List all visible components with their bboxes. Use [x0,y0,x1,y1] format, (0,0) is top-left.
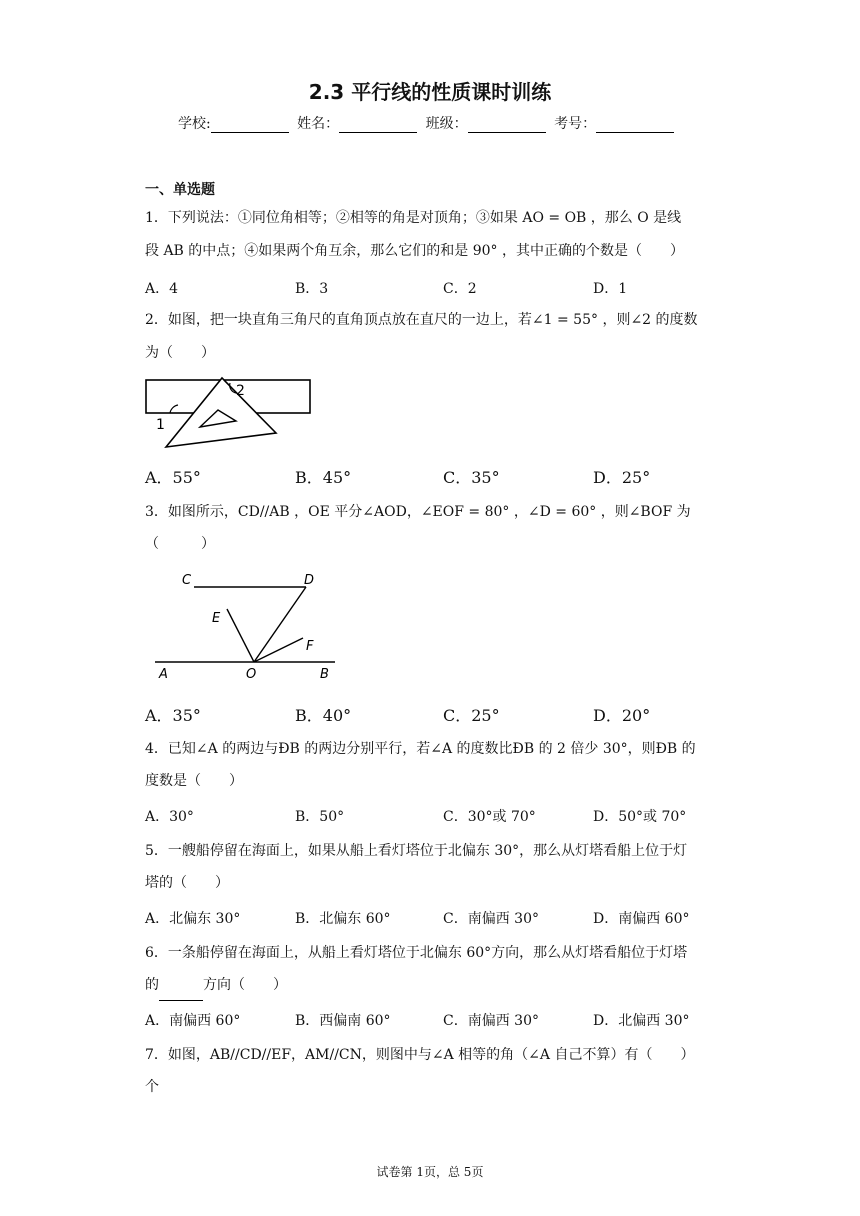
name-blank [339,118,417,133]
option-a: A．35° [145,706,201,725]
exam-no-blank [596,118,674,133]
point-e-label: E [212,611,221,626]
question-7-line-2: 个 [145,1079,159,1095]
option-b: B．50° [295,809,345,825]
question-1-options [145,278,725,302]
point-a-label: A [159,667,168,682]
question-6-prefix: 的 [145,977,159,993]
question-4-options [145,806,725,830]
question-6-suffix: 方向（ ） [203,977,287,993]
angle-2-label: 2 [236,383,245,399]
question-7-line-1: 7．如图，AB//CD//EF，AM//CN，则图中与∠A 相等的角（∠A 自己不算）有（ ） [145,1047,695,1063]
option-c: C．25° [443,706,500,725]
parallel-lines-figure [150,568,340,686]
question-1-line-2: 段 AB 的中点；④如果两个角互余，那么它们的和是 90° ，其中正确的个数是（ ） [145,243,685,259]
option-c: C．2 [443,281,477,297]
question-3-line-2: （ ） [145,536,215,552]
ray-oe [227,609,254,662]
option-d: D．25° [593,468,651,487]
exam-no-label: 考号： [554,116,597,132]
page-footer: 试卷第 1页，总 5页 [376,1165,484,1179]
question-6-options [145,1010,725,1034]
question-6-line-1: 6．一条船停留在海面上，从船上看灯塔位于北偏东 60°方向，那么从灯塔看船位于灯塔 [145,945,688,961]
option-b: B．45° [295,468,352,487]
question-3-line-1: 3．如图所示，CD//AB ，OE 平分∠AOD，∠EOF = 80° ，∠D = 60° ，则∠BOF 为 [145,504,691,520]
class-blank [468,118,546,133]
point-f-label: F [306,639,314,654]
question-5-line-2: 塔的（ ） [145,875,229,891]
student-info-line [178,113,678,133]
class-label: 班级： [425,116,468,132]
question-6-line-2 [145,969,725,1001]
ray-od [254,587,306,662]
option-a: A．南偏西 60° [145,1013,241,1029]
name-label: 姓名： [297,116,340,132]
option-c: C．南偏西 30° [443,1013,539,1029]
option-d: D．1 [593,281,628,297]
question-5-options [145,908,725,932]
point-b-label: B [320,667,329,682]
option-d: D．20° [593,706,651,725]
school-blank [211,118,289,133]
point-c-label: C [182,573,192,588]
question-3-options [145,703,725,727]
option-a: A．北偏东 30° [145,911,241,927]
angle-1-arc [170,405,178,413]
option-b: B．3 [295,281,329,297]
school-label: 学校: [178,116,211,132]
question-2-options [145,465,725,489]
point-d-label: D [304,573,315,588]
ruler-triangle-figure [140,375,320,450]
question-4-line-1: 4．已知∠A 的两边与ÐB 的两边分别平行，若∠A 的度数比ÐB 的 2 倍少 30°，则ÐB 的 [145,741,696,757]
option-b: B．西偏南 60° [295,1013,391,1029]
option-a: A．4 [145,281,179,297]
question-5-line-1: 5．一艘船停留在海面上，如果从船上看灯塔位于北偏东 30°，那么从灯塔看船上位于灯 [145,843,688,859]
section-heading: 一、单选题 [145,182,215,198]
option-a: A．30° [145,809,194,825]
option-a: A．55° [145,468,201,487]
option-d: D．南偏西 60° [593,911,690,927]
angle-1-label: 1 [156,417,165,433]
option-b: B．北偏东 60° [295,911,391,927]
option-d: D．北偏西 30° [593,1013,690,1029]
option-d: D．50°或 70° [593,809,687,825]
ray-of [254,638,303,662]
option-b: B．40° [295,706,352,725]
point-o-label: O [246,667,257,682]
option-c: C．30°或 70° [443,809,536,825]
answer-blank [159,986,203,1001]
question-2-line-1: 2．如图，把一块直角三角尺的直角顶点放在直尺的一边上，若∠1 = 55° ，则∠2 的度数 [145,312,698,328]
option-c: C．35° [443,468,500,487]
question-2-line-2: 为（ ） [145,345,215,361]
option-c: C．南偏西 30° [443,911,539,927]
question-1-line-1: 1．下列说法：①同位角相等；②相等的角是对顶角；③如果 AO = OB ，那么 O 是线 [145,210,682,226]
page-title: 2.3 平行线的性质课时训练 [308,80,552,104]
question-4-line-2: 度数是（ ） [145,773,243,789]
